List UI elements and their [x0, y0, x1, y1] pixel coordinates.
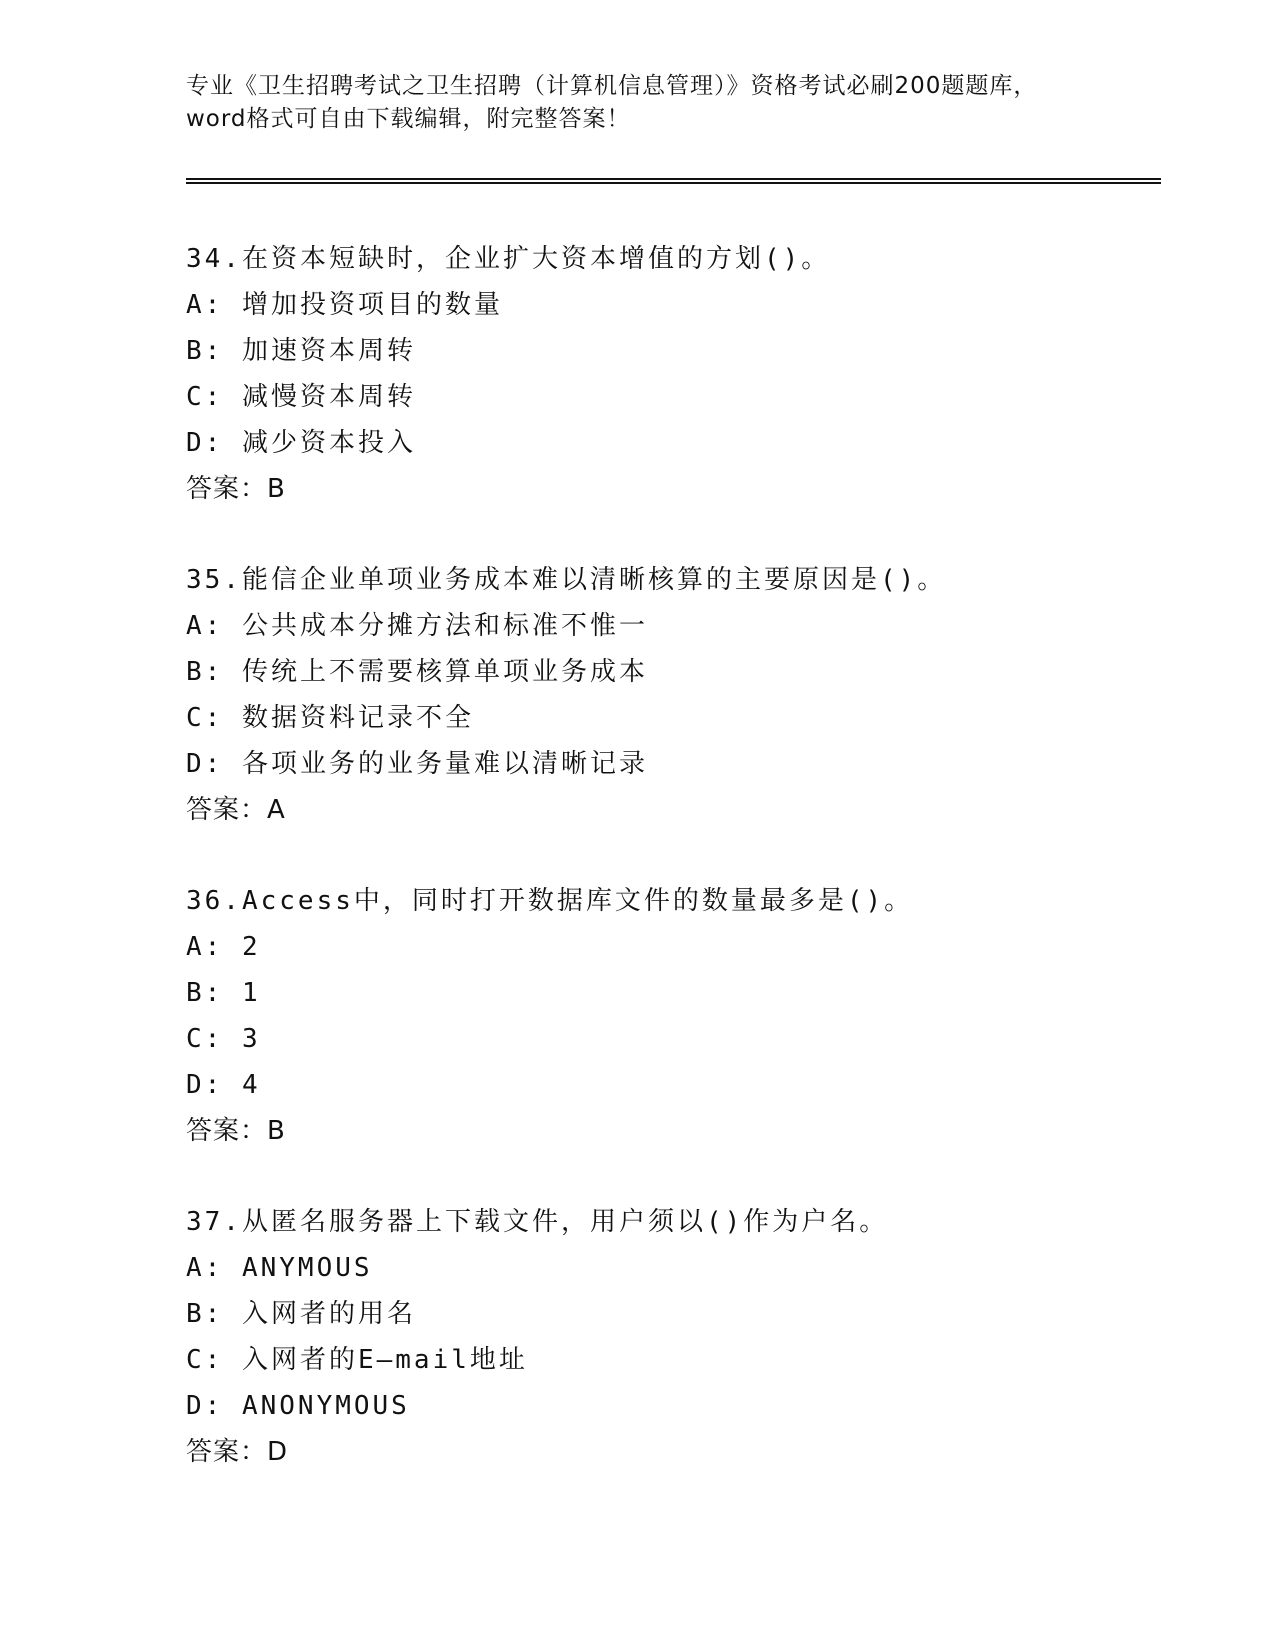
question-stem: 35.能信企业单项业务成本难以清晰核算的主要原因是()。	[186, 565, 947, 595]
header-divider	[186, 178, 1161, 184]
option-b: B: 传统上不需要核算单项业务成本	[186, 657, 648, 687]
option-b: B: 加速资本周转	[186, 336, 416, 366]
answer: 答案：A	[186, 795, 286, 825]
question-stem: 34.在资本短缺时，企业扩大资本增值的方划()。	[186, 244, 831, 274]
document-header	[186, 70, 1086, 136]
question-stem: 36.Access中，同时打开数据库文件的数量最多是()。	[186, 886, 914, 916]
option-d: D: ANONYMOUS	[186, 1391, 410, 1421]
option-d: D: 4	[186, 1070, 261, 1100]
question-stem: 37.从匿名服务器上下载文件，用户须以()作为户名。	[186, 1207, 889, 1237]
question-34	[186, 236, 1186, 512]
option-c: C: 数据资料记录不全	[186, 703, 474, 733]
option-b: B: 1	[186, 978, 261, 1008]
option-a: A: 2	[186, 932, 261, 962]
answer: 答案：B	[186, 1116, 286, 1146]
option-c: C: 3	[186, 1024, 261, 1054]
option-c: C: 入网者的E—mail地址	[186, 1345, 528, 1375]
header-line-2: word格式可自由下载编辑，附完整答案！	[186, 106, 631, 132]
option-d: D: 减少资本投入	[186, 428, 416, 458]
answer: 答案：B	[186, 474, 286, 504]
option-c: C: 减慢资本周转	[186, 382, 416, 412]
option-a: A: 公共成本分摊方法和标准不惟一	[186, 611, 648, 641]
question-35	[186, 557, 1186, 833]
answer: 答案：D	[186, 1437, 289, 1467]
option-d: D: 各项业务的业务量难以清晰记录	[186, 749, 648, 779]
option-b: B: 入网者的用名	[186, 1299, 416, 1329]
option-a: A: 增加投资项目的数量	[186, 290, 503, 320]
header-line-1: 专业《卫生招聘考试之卫生招聘（计算机信息管理）》资格考试必刷200题题库，	[186, 73, 1038, 99]
question-36	[186, 878, 1186, 1154]
option-a: A: ANYMOUS	[186, 1253, 373, 1283]
question-37	[186, 1199, 1186, 1475]
